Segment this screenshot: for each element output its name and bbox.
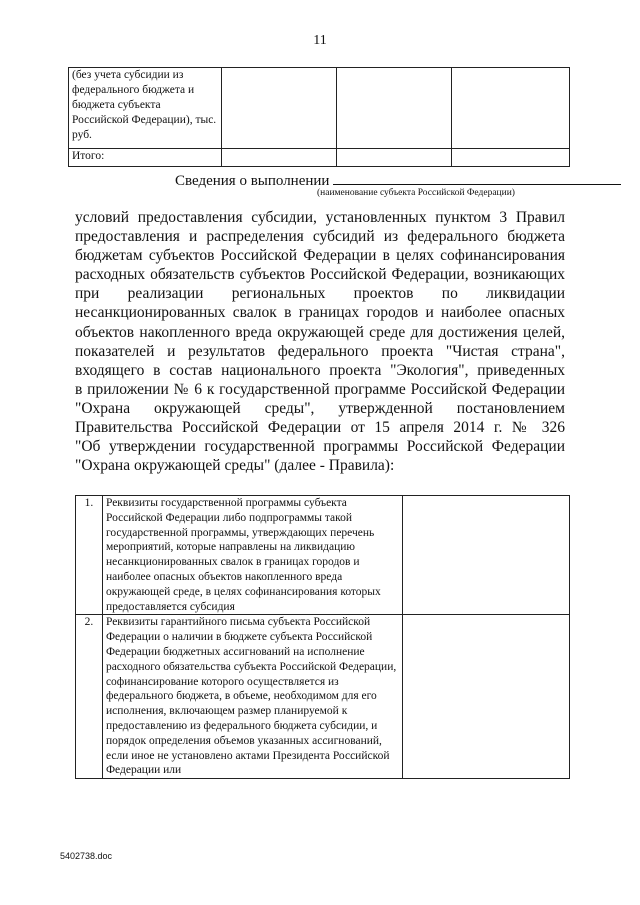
table-cell	[452, 149, 570, 167]
text-line: "Об утверждении государственной программы Российской Федерации	[75, 438, 565, 456]
row-number: 1.	[76, 496, 103, 615]
text-line: "Охрана окружающей среды", утвержденной постановлением	[75, 399, 565, 417]
text-line: Правительства Российской Федерации от 15 апреля 2014 г. № 326	[75, 419, 565, 437]
row-number: 2.	[76, 615, 103, 779]
file-name: 5402738.doc	[60, 851, 113, 861]
table-cell	[337, 149, 452, 167]
table-cell	[337, 68, 452, 149]
value-cell	[403, 615, 570, 779]
budget-table	[68, 67, 570, 167]
total-label: Итого:	[69, 149, 222, 167]
text-line: при реализации региональных проектов по ликвидации	[75, 285, 565, 303]
table-row	[76, 615, 570, 779]
text-line: предоставления и распределения субсидий из федерального бюджета	[75, 228, 565, 246]
text-line: расходных обязательств субъектов Российской Федерации, возникающих	[75, 266, 565, 284]
page-number: 11	[313, 33, 327, 48]
heading-text: Сведения о выполнении	[175, 173, 330, 189]
row-label: (без учета субсидии из федерального бюджета и бюджета субъекта Российской Федерации), тыс. руб.	[69, 68, 222, 149]
text-line: несанкционированных свалок в границах городов и наиболее опасных	[75, 304, 565, 322]
text-line: в приложении № 6 к государственной программе Российской Федерации	[75, 380, 565, 398]
text-line: показателей и результатов федерального проекта "Чистая страна",	[75, 342, 565, 360]
table-cell	[222, 149, 337, 167]
blank-line	[333, 170, 621, 185]
value-cell	[403, 496, 570, 615]
table-row	[69, 68, 570, 149]
text-line: входящего в состав национального проекта "Экология", приведенных	[75, 361, 565, 379]
body-paragraph	[75, 208, 565, 475]
text-line: объектов накопленного вреда окружающей среде для достижения целей,	[75, 323, 565, 341]
requirements-table	[75, 495, 570, 779]
table-cell	[452, 68, 570, 149]
text-line: условий предоставления субсидии, установленных пунктом 3 Правил	[75, 209, 565, 226]
row-description: Реквизиты гарантийного письма субъекта Российской Федерации о наличии в бюджете субъекта Российской Федерации бюджетных ассигнований на исполнение расходного обязательства субъекта Российской Федерации, софинансирование которого осуществляется из федерального бюджета, в объеме, необходимом для его исполнения, включающем размер планируемой к предоставлению из федерального бюджета субсидии, и порядок определения объемов указанных ассигнований, если иное не установлено актами Президента Российской Федерации или	[102, 615, 402, 779]
table-row	[69, 149, 570, 167]
text-line: бюджетам субъектов Российской Федерации в целях софинансирования	[75, 247, 565, 265]
text-line: "Охрана окружающей среды" (далее - Правила):	[75, 457, 395, 475]
section-heading	[175, 170, 621, 190]
row-description: Реквизиты государственной программы субъекта Российской Федерации либо подпрограммы такой государственной программы, утверждающих перечень мероприятий, которые направлены на ликвидацию несанкционированных свалок в границах городов и наиболее опасных объектов накопленного вреда окружающей среде, в целях софинансирования которых предоставляется субсидия	[102, 496, 402, 615]
table-row	[76, 496, 570, 615]
table-cell	[222, 68, 337, 149]
subject-caption: (наименование субъекта Российской Федерации)	[317, 188, 515, 198]
